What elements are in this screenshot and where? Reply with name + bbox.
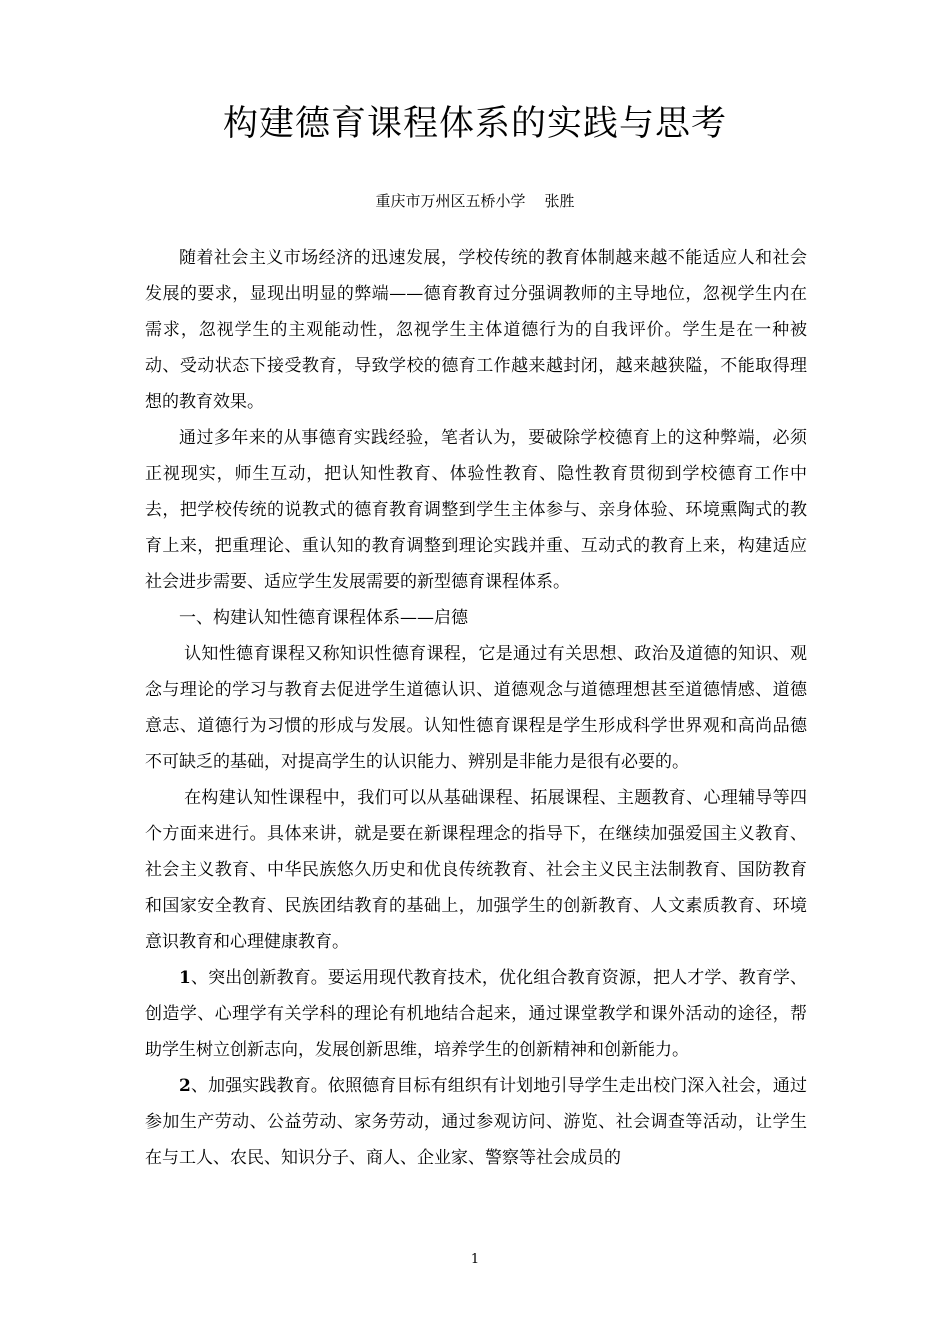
numbered-item-1 — [145, 960, 807, 1068]
paragraph-thesis: 通过多年来的从事德育实践经验，笔者认为，要破除学校德育上的这种弊端，必须正视现实，师生互动，把认知性教育、体验性教育、隐性教育贯彻到学校德育工作中去，把学校传统的说教式的德育教育调整到学生主体参与、亲身体验、环境熏陶式的教育上来，把重理论、重认知的教育调整到理论实践并重、互动式的教育上来，构建适应社会进步需要、适应学生发展需要的新型德育课程体系。 — [145, 428, 807, 592]
numbered-item-2 — [145, 1068, 807, 1176]
page-number: 1 — [470, 1252, 480, 1267]
author-byline: 重庆市万州区五桥小学 张胜 — [375, 192, 575, 210]
paragraph-intro: 随着社会主义市场经济的迅速发展，学校传统的教育体制越来越不能适应人和社会发展的要求，显现出明显的弊端——德育教育过分强调教师的主导地位，忽视学生内在需求，忽视学生的主观能动性，忽视学生主体道德行为的自我评价。学生是在一种被动、受动状态下接受教育，导致学校的德育工作越来越封闭，越来越狭隘，不能取得理想的教育效果。 — [145, 248, 807, 412]
item-text: 、加强实践教育。依照德育目标有组织有计划地引导学生走出校门深入社会，通过参加生产劳动、公益劳动、家务劳动，通过参观访问、游览、社会调查等活动，让学生在与工人、农民、知识分子、商人、企业家、警察等社会成员的 — [145, 1076, 807, 1168]
item-text: 、突出创新教育。要运用现代教育技术，优化组合教育资源，把人才学、教育学、创造学、心理学有关学科的理论有机地结合起来，通过课堂教学和课外活动的途径，帮助学生树立创新志向，发展创新思维，培养学生的创新精神和创新能力。 — [145, 968, 807, 1060]
paragraph-cognitive-course: 认知性德育课程又称知识性德育课程，它是通过有关思想、政治及道德的知识、观念与理论的学习与教育去促进学生道德认识、道德观念与道德理想甚至道德情感、道德意志、道德行为习惯的形成与发展。认知性德育课程是学生形成科学世界观和高尚品德不可缺乏的基础，对提高学生的认识能力、辨别是非能力是很有必要的。 — [145, 644, 807, 772]
item-number: 1 — [179, 968, 191, 988]
section-heading-1: 一、构建认知性德育课程体系——启德 — [179, 608, 468, 628]
document-title: 构建德育课程体系的实践与思考 — [222, 104, 727, 144]
item-number: 2 — [179, 1076, 191, 1096]
paragraph-course-construction: 在构建认知性课程中，我们可以从基础课程、拓展课程、主题教育、心理辅导等四个方面来进行。具体来讲，就是要在新课程理念的指导下，在继续加强爱国主义教育、社会主义教育、中华民族悠久历史和优良传统教育、社会主义民主法制教育、国防教育和国家安全教育、民族团结教育的基础上，加强学生的创新教育、人文素质教育、环境意识教育和心理健康教育。 — [145, 788, 807, 952]
document-body — [145, 240, 807, 1176]
